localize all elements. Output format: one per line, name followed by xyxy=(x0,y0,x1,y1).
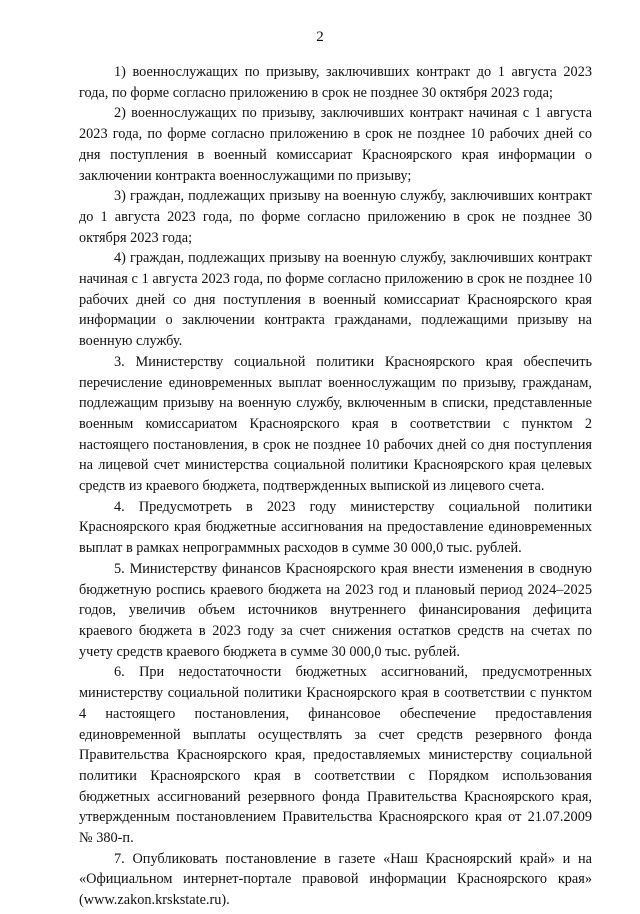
paragraph-clause-5: 5. Министерству финансов Красноярского края внести изменения в сводную бюджетную роспись краевого бюджета на 2023 год и плановый период 2024–2025 годов, увеличив объем источников внутреннего финансирования дефицита краевого бюджета в 2023 году за счет снижения остатков средств на счетах по учету средств краевого бюджета в сумме 30 000,0 тыс. рублей. xyxy=(79,560,592,660)
paragraph-item-1: 1) военнослужащих по призыву, заключивших контракт до 1 августа 2023 года, по форме согласно приложению в срок не позднее 30 октября 2023 года; xyxy=(79,64,592,101)
paragraph-item-4: 4) граждан, подлежащих призыву на военную службу, заключивших контракт начиная с 1 августа 2023 года, по форме согласно приложению в срок не позднее 10 рабочих дней со дня поступления в военный комиссариат Красноярского края информации о заключении контракта гражданами, подлежащими призыву на военную службу. xyxy=(79,250,592,350)
paragraph-clause-4: 4. Предусмотреть в 2023 году министерству социальной политики Красноярского края бюджетные ассигнования на предоставление единовременных выплат в рамках непрограммных расходов в сумме 30 000,0 тыс. рублей. xyxy=(79,498,592,557)
page-number: 2 xyxy=(316,29,324,45)
paragraph-item-2: 2) военнослужащих по призыву, заключивших контракт начиная с 1 августа 2023 года, по форме согласно приложению в срок не позднее 10 рабочих дней со дня поступления в военный комиссариат Красноярского края информации о заключении контракта военнослужащими по призыву; xyxy=(79,105,592,184)
paragraph-item-3: 3) граждан, подлежащих призыву на военную службу, заключивших контракт до 1 августа 2023 года, по форме согласно приложению в срок не позднее 30 октября 2023 года; xyxy=(79,188,592,246)
paragraph-clause-3: 3. Министерству социальной политики Красноярского края обеспечить перечисление единовременных выплат военнослужащим по призыву, гражданам, подлежащим призыву на военную службу, включенным в списки, представленные военным комиссариатом Красноярского края в соответствии с пунктом 2 настоящего постановления, в срок не позднее 10 рабочих дней со дня поступления на лицевой счет министерства социальной политики Красноярского края целевых средств из краевого бюджета, подтвержденных выпиской из лицевого счета. xyxy=(79,353,592,495)
paragraph-clause-6: 6. При недостаточности бюджетных ассигнований, предусмотренных министерству социальной политики Красноярского края в соответствии с пунктом 4 настоящего постановления, финансовое обеспечение предоставления единовременной выплаты осуществлять за счет средств резервного фонда Правительства Красноярского края, предоставляемых министерству социальной политики Красноярского края в соответствии с Порядком использования бюджетных ассигнований резервного фонда Правительства Красноярского края, утвержденным постановлением Правительства Красноярского края от 21.07.2009 № 380-п. xyxy=(79,664,592,847)
paragraph-clause-7: 7. Опубликовать постановление в газете «Наш Красноярский край» и на «Официальном интернет-портале правовой информации Красноярского края» (www.zakon.krskstate.ru). xyxy=(79,850,592,909)
document-body xyxy=(79,62,592,911)
